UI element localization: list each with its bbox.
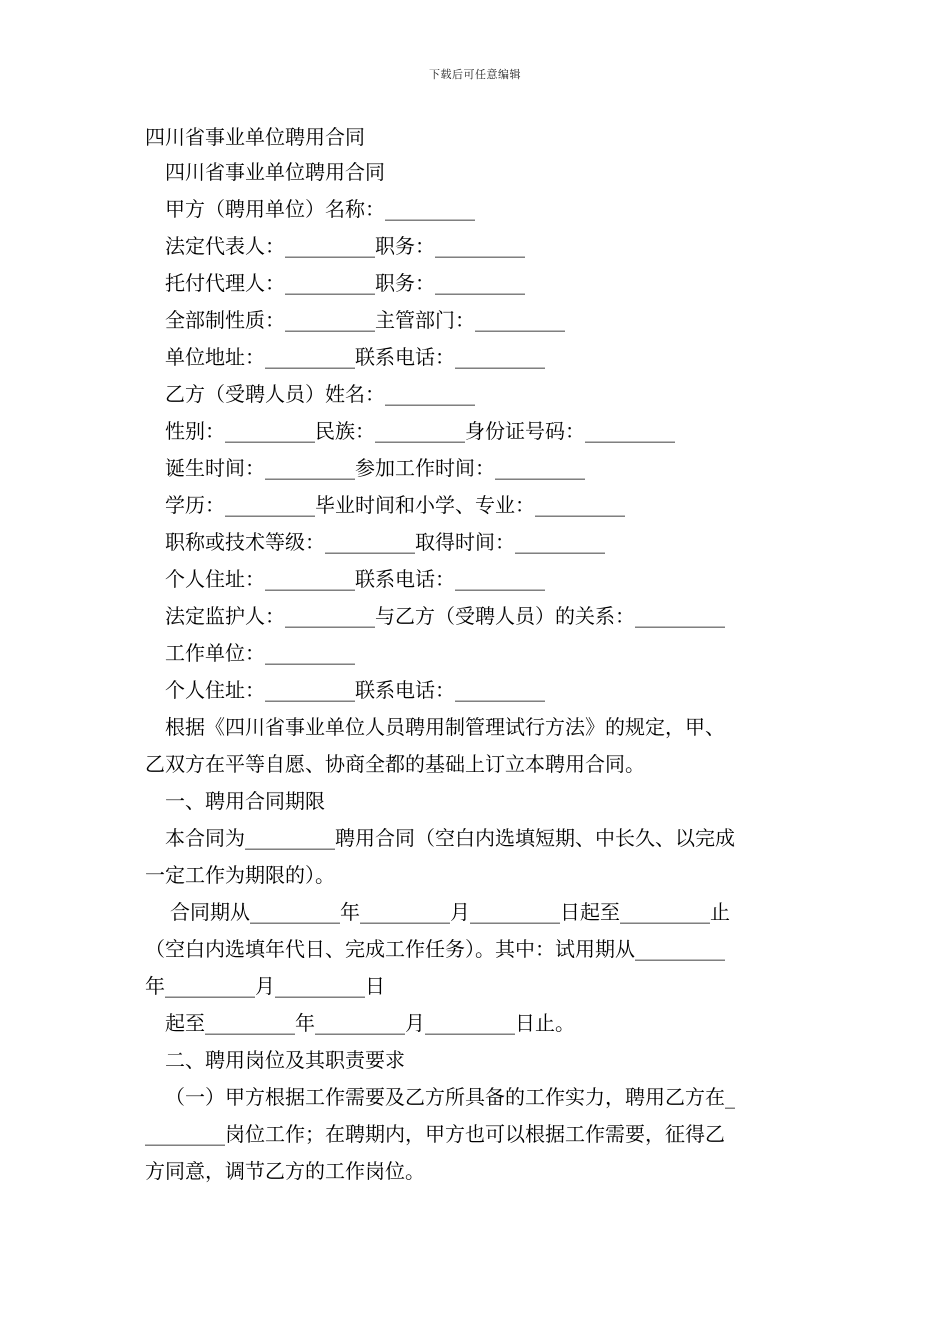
guardian-address-line: 个人住址：_________联系电话：_________ <box>165 678 545 702</box>
agent-line: 托付代理人：_________职务：_________ <box>165 271 525 295</box>
contract-body <box>145 120 807 1190</box>
work-unit-line: 工作单位：_________ <box>165 641 355 665</box>
contract-type-line-2: 一定工作为期限的）。 <box>145 863 335 887</box>
legal-rep-line: 法定代表人：_________职务：_________ <box>165 234 525 258</box>
contract-period-line-2: （空白内选填年代日、完成工作任务）。其中：试用期从_________ <box>145 937 725 961</box>
document-subtitle: 四川省事业单位聘用合同 <box>165 160 385 184</box>
gender-line: 性别：_________民族：_________身份证号码：_________ <box>165 419 675 443</box>
document-title: 四川省事业单位聘用合同 <box>145 125 365 149</box>
position-line-1: （一）甲方根据工作需要及乙方所具备的工作实力，聘用乙方在_ <box>165 1085 735 1109</box>
personal-address-line: 个人住址：_________联系电话：_________ <box>165 567 545 591</box>
contract-period-line-3: 年_________月_________日 <box>145 974 385 998</box>
party-b-name-line: 乙方（受聘人员）姓名：_________ <box>165 382 475 406</box>
ownership-line: 全部制性质：_________主管部门：_________ <box>165 308 565 332</box>
section-heading-2: 二、聘用岗位及其职责要求 <box>165 1048 405 1072</box>
title-level-line: 职称或技术等级：_________取得时间：_________ <box>165 530 605 554</box>
party-a-name-line: 甲方（聘用单位）名称：_________ <box>165 197 475 221</box>
guardian-line: 法定监护人：_________与乙方（受聘人员）的关系：_________ <box>165 604 725 628</box>
position-line-3: 方同意，调节乙方的工作岗位。 <box>145 1159 425 1183</box>
unit-address-line: 单位地址：_________联系电话：_________ <box>165 345 545 369</box>
contract-period-line-4: 起至_________年_________月_________日止。 <box>165 1011 575 1035</box>
page-header: 下载后可任意编辑 <box>429 68 521 81</box>
birth-line: 诞生时间：_________参加工作时间：_________ <box>165 456 585 480</box>
contract-type-line-1: 本合同为_________聘用合同（空白内选填短期、中长久、以完成 <box>165 826 735 850</box>
paragraph-basis-line-2: 乙双方在平等自愿、协商全都的基础上订立本聘用合同。 <box>145 752 645 776</box>
section-heading-1: 一、聘用合同期限 <box>165 789 325 813</box>
contract-period-line-1: 合同期从_________年_________月_________日起至_________止 <box>170 900 730 924</box>
paragraph-basis-line-1: 根据《四川省事业单位人员聘用制管理试行方法》的规定，甲、 <box>165 715 725 739</box>
position-line-2: ________岗位工作；在聘期内，甲方也可以根据工作需要，征得乙 <box>145 1122 725 1146</box>
education-line: 学历：_________毕业时间和小学、专业：_________ <box>165 493 625 517</box>
